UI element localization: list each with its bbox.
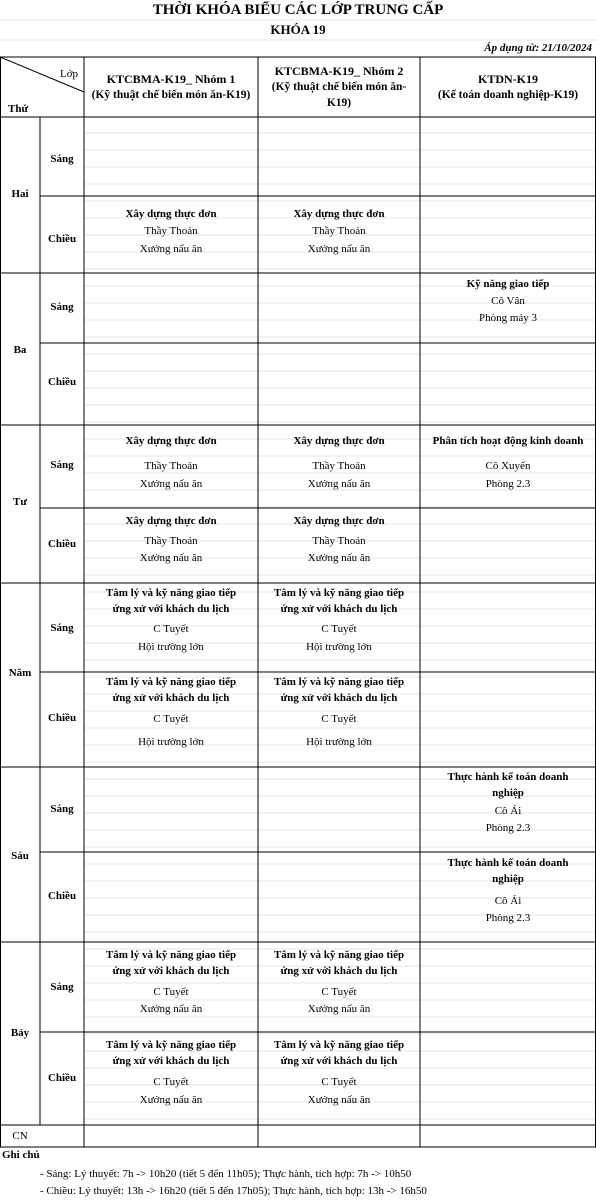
cell-teacher: Thầy Thoản [144,535,198,547]
cell-teacher: Cô Xuyến [485,460,531,472]
cell-teacher: Thầy Thoản [312,535,366,547]
cell-title-line2: ứng xử với khách du lịch [112,603,230,615]
cell-title-line2: ứng xử với khách du lịch [112,1055,230,1067]
session-tu-sang: Sáng [50,459,74,471]
cell-title: Xây dựng thực đơn [125,208,217,220]
cell-room: Xưởng nấu ăn [139,478,203,490]
cell-teacher: Thầy Thoản [144,460,198,472]
cell-title: Xây dựng thực đơn [125,435,217,447]
cell-title-line2: ứng xử với khách du lịch [280,603,398,615]
cell-title: Xây dựng thực đơn [293,435,385,447]
cell-title-line2: ứng xử với khách du lịch [280,692,398,704]
cell-title: Phân tích hoạt động kinh doanh [432,435,584,447]
cell-room: Xưởng nấu ăn [307,1003,371,1015]
cell-title: Xây dựng thực đơn [293,515,385,527]
cell-title: Kỹ năng giao tiếp [466,278,550,290]
cell-room: Hội trường lớn [138,641,204,653]
session-ba-sang: Sáng [50,301,74,313]
cell-title-line1: Tâm lý và kỹ năng giao tiếp [105,949,237,961]
cell-room: Xưởng nấu ăn [307,478,371,490]
cell-title-line2: ứng xử với khách du lịch [112,692,230,704]
cell-room: Xưởng nấu ăn [307,243,371,255]
cell-title-line2: nghiệp [492,787,524,799]
class-1-code: KTCBMA-K19_ Nhóm 1 [106,72,236,86]
class-3-name: (Kế toán doanh nghiệp-K19) [437,89,579,101]
cell-title: Xây dựng thực đơn [293,208,385,220]
cell-teacher: C Tuyết [153,1076,189,1088]
cell-teacher: C Tuyết [321,623,357,635]
cell-teacher: Cô Ái [494,895,522,907]
class-2-name-line1: (Kỹ thuật chế biến món ăn- [271,81,407,93]
session-tu-chieu: Chiều [47,538,77,550]
cell-room: Xưởng nấu ăn [307,1094,371,1106]
class-2-name-line2: K19) [326,97,352,109]
class-2-code: KTCBMA-K19_ Nhóm 2 [274,64,404,78]
day-tu: Tư [13,496,27,508]
note-line-1: - Sáng: Lý thuyết: 7h -> 10h20 (tiết 5 đến 11h05); Thực hành, tích hợp: 7h -> 10h50 [40,1168,412,1180]
effective-date: Áp dụng từ: 21/10/2024 [484,42,592,54]
cell-teacher: C Tuyết [153,986,189,998]
cell-title-line2: ứng xử với khách du lịch [280,965,398,977]
cell-room: Xưởng nấu ăn [139,243,203,255]
cell-title-line1: Thực hành kế toán doanh [447,771,569,783]
cell-teacher: Thầy Thoản [144,225,198,237]
cell-title-line1: Tâm lý và kỹ năng giao tiếp [105,676,237,688]
cell-title-line2: nghiệp [492,873,524,885]
cell-room: Phòng máy 3 [478,312,538,324]
page-subtitle: KHÓA 19 [270,22,326,37]
cell-teacher: C Tuyết [321,1076,357,1088]
cell-title-line1: Tâm lý và kỹ năng giao tiếp [273,1039,405,1051]
session-sau-sang: Sáng [50,803,74,815]
day-ba: Ba [13,344,27,356]
session-bay-chieu: Chiều [47,1072,77,1084]
cell-title-line1: Tâm lý và kỹ năng giao tiếp [273,587,405,599]
cell-teacher: C Tuyết [153,623,189,635]
cell-room: Hội trường lớn [306,736,372,748]
cell-room: Phòng 2.3 [485,912,531,924]
cell-teacher: C Tuyết [153,713,189,725]
class-3-code: KTDN-K19 [478,72,538,86]
cell-title-line1: Tâm lý và kỹ năng giao tiếp [105,587,237,599]
cell-teacher: C Tuyết [321,713,357,725]
day-hai: Hai [11,188,29,200]
session-nam-sang: Sáng [50,622,74,634]
cell-title-line1: Tâm lý và kỹ năng giao tiếp [105,1039,237,1051]
session-sau-chieu: Chiều [47,890,77,902]
notes-label: Ghi chú [2,1149,40,1161]
session-bay-sang: Sáng [50,981,74,993]
cell-title-line1: Tâm lý và kỹ năng giao tiếp [273,949,405,961]
day-sau: Sáu [11,850,29,862]
note-line-2: - Chiều: Lý thuyết: 13h -> 16h20 (tiết 5 đến 17h05); Thực hành, tích hợp: 13h -> 16h50 [40,1185,427,1197]
cell-teacher: Cô Ái [494,805,522,817]
session-hai-chieu: Chiều [47,233,77,245]
cell-title: Xây dựng thực đơn [125,515,217,527]
cell-room: Xưởng nấu ăn [307,552,371,564]
cell-room: Xưởng nấu ăn [139,552,203,564]
cell-room: Phòng 2.3 [485,478,531,490]
cell-teacher: Thầy Thoản [312,460,366,472]
header-thu: Thứ [8,103,29,115]
session-ba-chieu: Chiều [47,376,77,388]
session-nam-chieu: Chiều [47,712,77,724]
session-hai-sang: Sáng [50,153,74,165]
class-1-name: (Kỹ thuật chế biến món ăn-K19) [91,89,251,101]
header-lop: Lớp [60,68,79,80]
cell-teacher: Thầy Thoản [312,225,366,237]
cell-teacher: C Tuyết [321,986,357,998]
cell-title-line1: Tâm lý và kỹ năng giao tiếp [273,676,405,688]
cell-room: Xưởng nấu ăn [139,1094,203,1106]
cell-room: Phòng 2.3 [485,822,531,834]
cell-title-line2: ứng xử với khách du lịch [280,1055,398,1067]
cell-title-line1: Thực hành kế toán doanh [447,857,569,869]
day-nam: Năm [8,667,32,679]
cell-title-line2: ứng xử với khách du lịch [112,965,230,977]
cell-room: Hội trường lớn [138,736,204,748]
cell-room: Hội trường lớn [306,641,372,653]
day-bay: Bảy [10,1027,30,1039]
cell-teacher: Cô Vân [491,295,525,307]
day-cn: CN [12,1130,28,1142]
page-title: THỜI KHÓA BIỂU CÁC LỚP TRUNG CẤP [152,2,444,18]
cell-room: Xưởng nấu ăn [139,1003,203,1015]
